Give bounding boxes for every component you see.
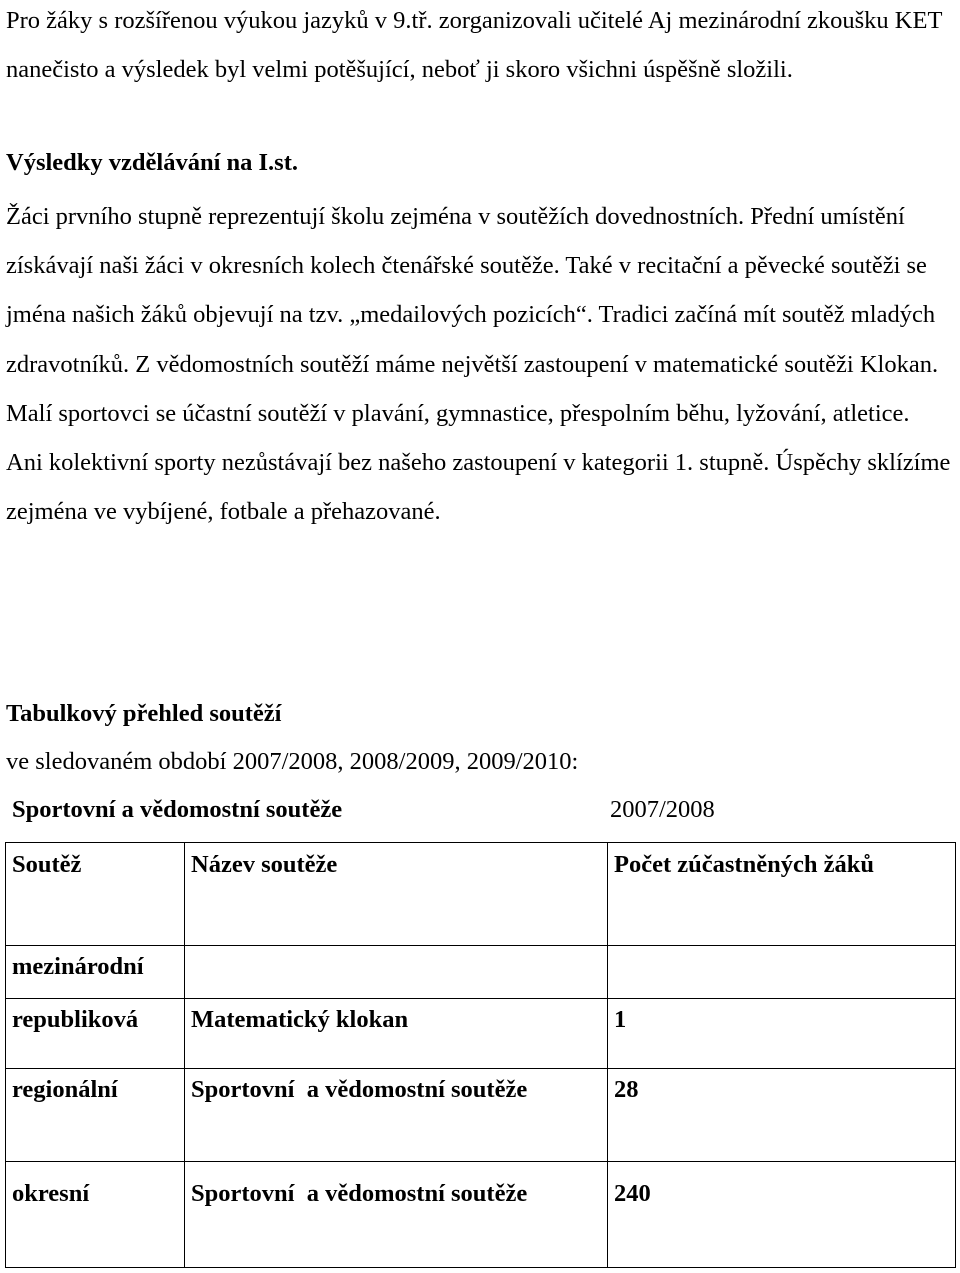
- overview-period: ve sledovaném období 2007/2008, 2008/2009, 2009/2010:: [6, 748, 579, 775]
- results-paragraph-2: Malí sportovci se účastní soutěží v plavání, gymnastice, přespolním běhu, lyžování, atletice. Ani kolektivní sporty nezůstávají bez našeho zastoupení v kategorii 1. stupně. Úspěchy sklízíme zejména ve vybíjené, fotbale a přehazované.: [6, 399, 951, 526]
- cell-level: okresní: [6, 1162, 185, 1268]
- table-row: [6, 1069, 956, 1162]
- cell-count: 1: [608, 999, 956, 1069]
- section-year: 2007/2008: [610, 796, 715, 823]
- competition-table: [5, 842, 956, 1268]
- results-body: [6, 192, 951, 536]
- cell-name: [185, 946, 608, 999]
- cell-name: Sportovní a vědomostní soutěže: [185, 1162, 608, 1268]
- cell-name: Sportovní a vědomostní soutěže: [185, 1069, 608, 1162]
- header-cell-name: Název soutěže: [185, 843, 608, 946]
- cell-level: mezinárodní: [6, 946, 185, 999]
- section-title: Sportovní a vědomostní soutěže: [12, 796, 343, 823]
- cell-level: republiková: [6, 999, 185, 1069]
- cell-count: [608, 946, 956, 999]
- table-row: [6, 946, 956, 999]
- header-cell-competition: Soutěž: [6, 843, 185, 946]
- overview-heading: Tabulkový přehled soutěží: [6, 700, 282, 727]
- cell-count: 28: [608, 1069, 956, 1162]
- results-paragraph-1: Žáci prvního stupně reprezentují školu zejména v soutěžích dovednostních. Přední umístění získávají naši žáci v okresních kolech čtenářské soutěže. Také v recitační a pěvecké soutěži se jména našich žáků objevují na tzv. „medailových pozicích“. Tradici začíná mít soutěž mladých zdravotníků. Z vědomostních soutěží máme největší zastoupení v matematické soutěži Klokan.: [6, 203, 939, 378]
- cell-count: 240: [608, 1162, 956, 1268]
- results-heading: Výsledky vzdělávání na I.st.: [6, 149, 299, 176]
- cell-level: regionální: [6, 1069, 185, 1162]
- table-row: [6, 999, 956, 1069]
- table-header-row: [6, 843, 956, 946]
- table-row: [6, 1162, 956, 1268]
- intro-paragraph: Pro žáky s rozšířenou výukou jazyků v 9.tř. zorganizovali učitelé Aj mezinárodní zkoušku KET nanečisto a výsledek byl velmi potěšující, neboť ji skoro všichni úspěšně složili.: [6, 7, 942, 84]
- header-cell-count: Počet zúčastněných žáků: [608, 843, 956, 946]
- cell-name: Matematický klokan: [185, 999, 608, 1069]
